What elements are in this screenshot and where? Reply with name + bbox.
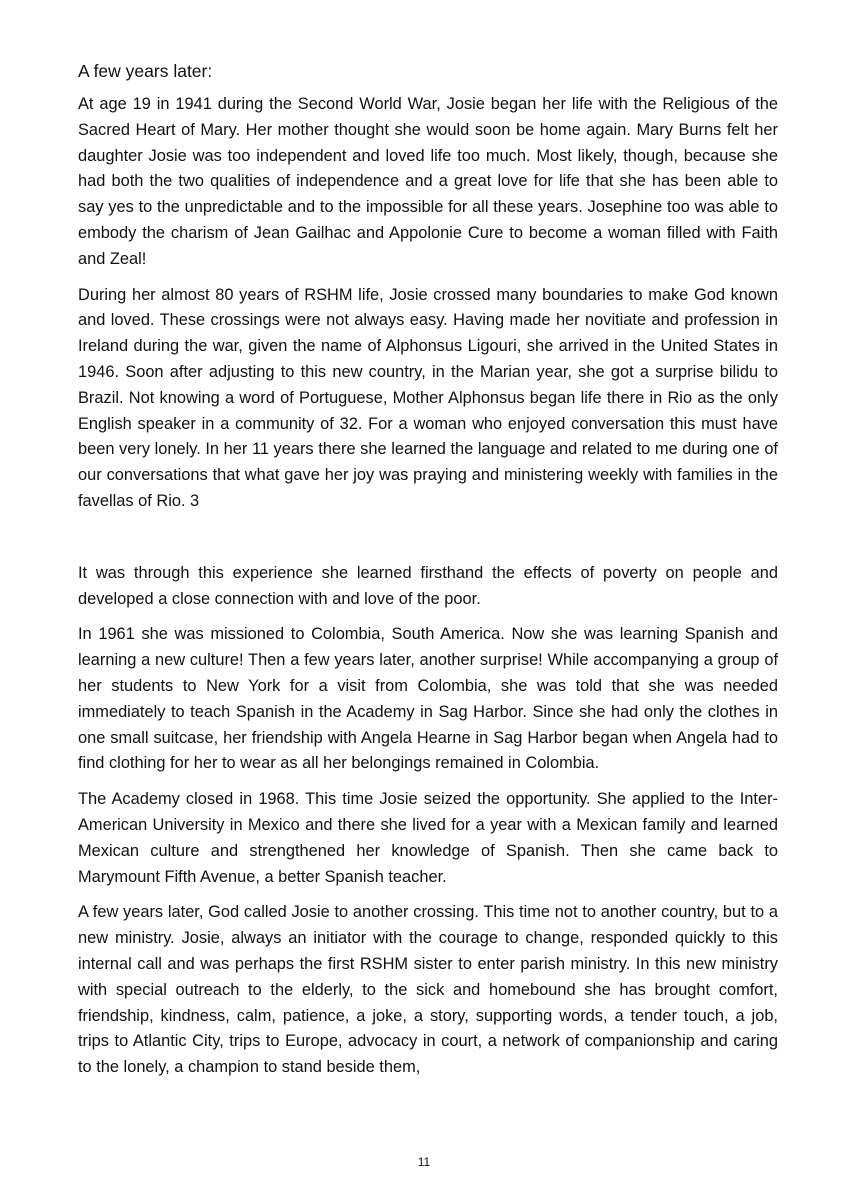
page-number: 11: [417, 1155, 431, 1169]
paragraph-joining-rshm: At age 19 in 1941 during the Second World War, Josie began her life with the Religious of the Sacred Heart of Mary. Her mother thought she would soon be home again. Mary Burns felt her daughter Josie was too independent and loved life too much. Most likely, though, because she had both the two qualities of independence and a great love for life that she has been able to say yes to the unpredictable and to the impossible for all these years. Josephine too was able to embody the charism of Jean Gailhac and Appolonie Cure to become a woman filled with Faith and Zeal!: [78, 95, 778, 268]
paragraph-spacer: [78, 525, 778, 561]
section-heading: A few years later:: [78, 61, 213, 81]
paragraph-academy-closed: The Academy closed in 1968. This time Josie seized the opportunity. She applied to the Inter-American University in Mexico and there she lived for a year with a Mexican family and learned Mexican culture and strengthened her knowledge of Spanish. Then she came back to Marymount Fifth Avenue, a better Spanish teacher.: [78, 790, 778, 886]
paragraph-colombia-mission: In 1961 she was missioned to Colombia, South America. Now she was learning Spanish and learning a new culture! Then a few years later, another surprise! While accompanying a group of her students to New York for a visit from Colombia, she was told that she was needed immediately to teach Spanish in the Academy in Sag Harbor. Since she had only the clothes in one small suitcase, her friendship with Angela Hearne in Sag Harbor began when Angela had to find clothing for her to wear as all her belongings remained in Colombia.: [78, 625, 778, 773]
paragraph-poverty-experience: It was through this experience she learned firsthand the effects of poverty on people and developed a close connection with and love of the poor.: [78, 563, 778, 608]
document-page: [78, 58, 778, 1091]
paragraph-crossing-boundaries: During her almost 80 years of RSHM life, Josie crossed many boundaries to make God known and loved. These crossings were not always easy. Having made her novitiate and profession in Ireland during the war, given the name of Alphonsus Ligouri, she arrived in the United States in 1946. Soon after adjusting to this new country, in the Marian year, she got a surprise bilidu to Brazil. Not knowing a word of Portuguese, Mother Alphonsus began life there in Rio as the only English speaker in a community of 32. For a woman who enjoyed conversation this must have been very lonely. In her 11 years there she learned the language and related to me during one of our conversations that what gave her joy was praying and ministering weekly with families in the favellas of Rio. 3: [78, 285, 778, 510]
paragraph-parish-ministry: A few years later, God called Josie to another crossing. This time not to another country, but to a new ministry. Josie, always an initiator with the courage to change, responded quickly to this internal call and was perhaps the first RSHM sister to enter parish ministry. In this new ministry with special outreach to the elderly, to the sick and homebound she has brought comfort, friendship, kindness, calm, patience, a joke, a story, supporting words, a tender touch, a job, trips to Atlantic City, trips to Europe, advocacy in court, a network of companionship and caring to the lonely, a champion to stand beside them,: [78, 903, 778, 1077]
